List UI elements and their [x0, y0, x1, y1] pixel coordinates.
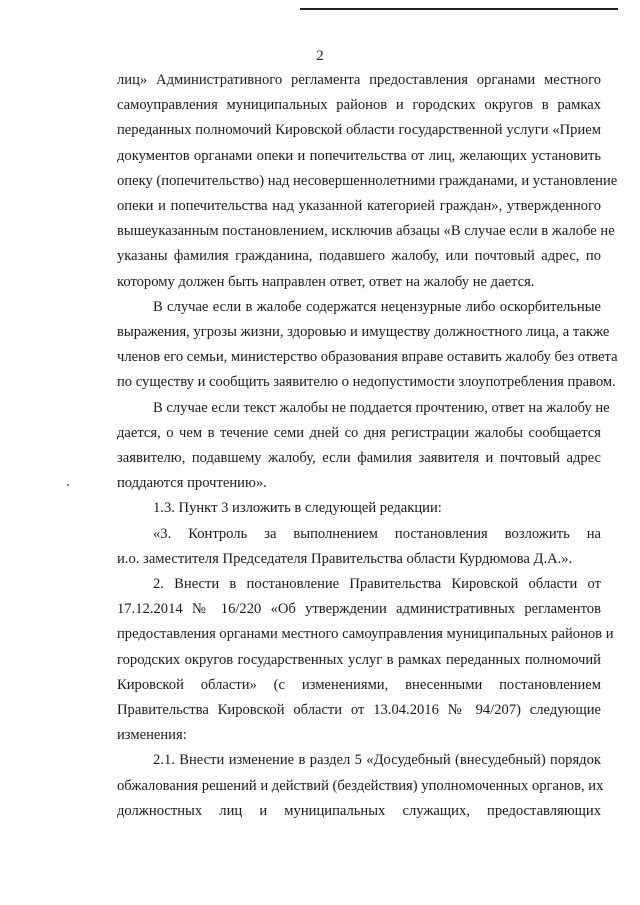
text-line: опеки и попечительства над указанной категорией граждан», утвержденного — [117, 198, 601, 215]
text-line: выражения, угрозы жизни, здоровью и имуществу должностного лица, а также — [117, 324, 610, 341]
text-line: и.о. заместителя Председателя Правительства области Курдюмова Д.А.». — [117, 550, 573, 567]
text-line: должностных лиц и муниципальных служащих, предоставляющих — [117, 802, 601, 819]
text-line: 17.12.2014 № 16/220 «Об утверждении административных регламентов — [117, 601, 601, 618]
document-body — [117, 68, 618, 824]
text-line: городских округов государственных услуг в рамках переданных полномочий — [117, 651, 601, 668]
text-line: «3. Контроль за выполнением постановления возложить на — [153, 525, 601, 542]
page-number: 2 — [316, 48, 324, 64]
text-line: 2. Внести в постановление Правительства Кировской области от — [153, 576, 601, 593]
text-line: членов его семьи, министерство образования вправе оставить жалобу без ответа — [117, 349, 618, 366]
text-line: В случае если в жалобе содержатся нецензурные либо оскорбительные — [153, 298, 601, 315]
text-line: Правительства Кировской области от 13.04.2016 № 94/207) следующие — [117, 702, 601, 719]
text-line: 2.1. Внести изменение в раздел 5 «Досудебный (внесудебный) порядок — [153, 752, 601, 769]
text-line: вышеуказанным постановлением, исключив абзацы «В случае если в жалобе не — [117, 223, 615, 240]
text-line: дается, о чем в течение семи дней со дня регистрации жалобы сообщается — [117, 424, 601, 441]
text-line: 1.3. Пункт 3 изложить в следующей редакции: — [153, 500, 442, 517]
text-line: В случае если текст жалобы не поддается прочтению, ответ на жалобу не — [153, 399, 610, 416]
text-line: заявителю, подавшему жалобу, если фамилия заявителя и почтовый адрес — [117, 450, 601, 467]
top-rule — [300, 8, 618, 10]
text-line: изменения: — [117, 727, 187, 744]
text-line: обжалования решений и действий (бездействия) уполномоченных органов, их — [117, 777, 604, 794]
text-line: которому должен быть направлен ответ, ответ на жалобу не дается. — [117, 273, 535, 290]
text-line: по существу и сообщить заявителю о недопустимости злоупотребления правом. — [117, 374, 616, 391]
text-line: опеку (попечительство) над несовершеннолетними гражданами, и установление — [117, 172, 618, 189]
text-line: указаны фамилия гражданина, подавшего жалобу, или почтовый адрес, по — [117, 248, 601, 265]
text-line: документов органами опеки и попечительства от лиц, желающих установить — [117, 147, 601, 164]
text-line: самоуправления муниципальных районов и городских округов в рамках — [117, 97, 601, 114]
text-line: предоставления органами местного самоуправления муниципальных районов и — [117, 626, 614, 643]
text-line: поддаются прочтению». — [117, 475, 267, 492]
text-line: Кировской области» (с изменениями, внесенными постановлением — [117, 676, 601, 693]
text-line: переданных полномочий Кировской области государственной услуги «Прием — [117, 122, 601, 139]
text-line: лиц» Административного регламента предоставления органами местного — [117, 72, 601, 88]
margin-mark — [67, 484, 69, 486]
